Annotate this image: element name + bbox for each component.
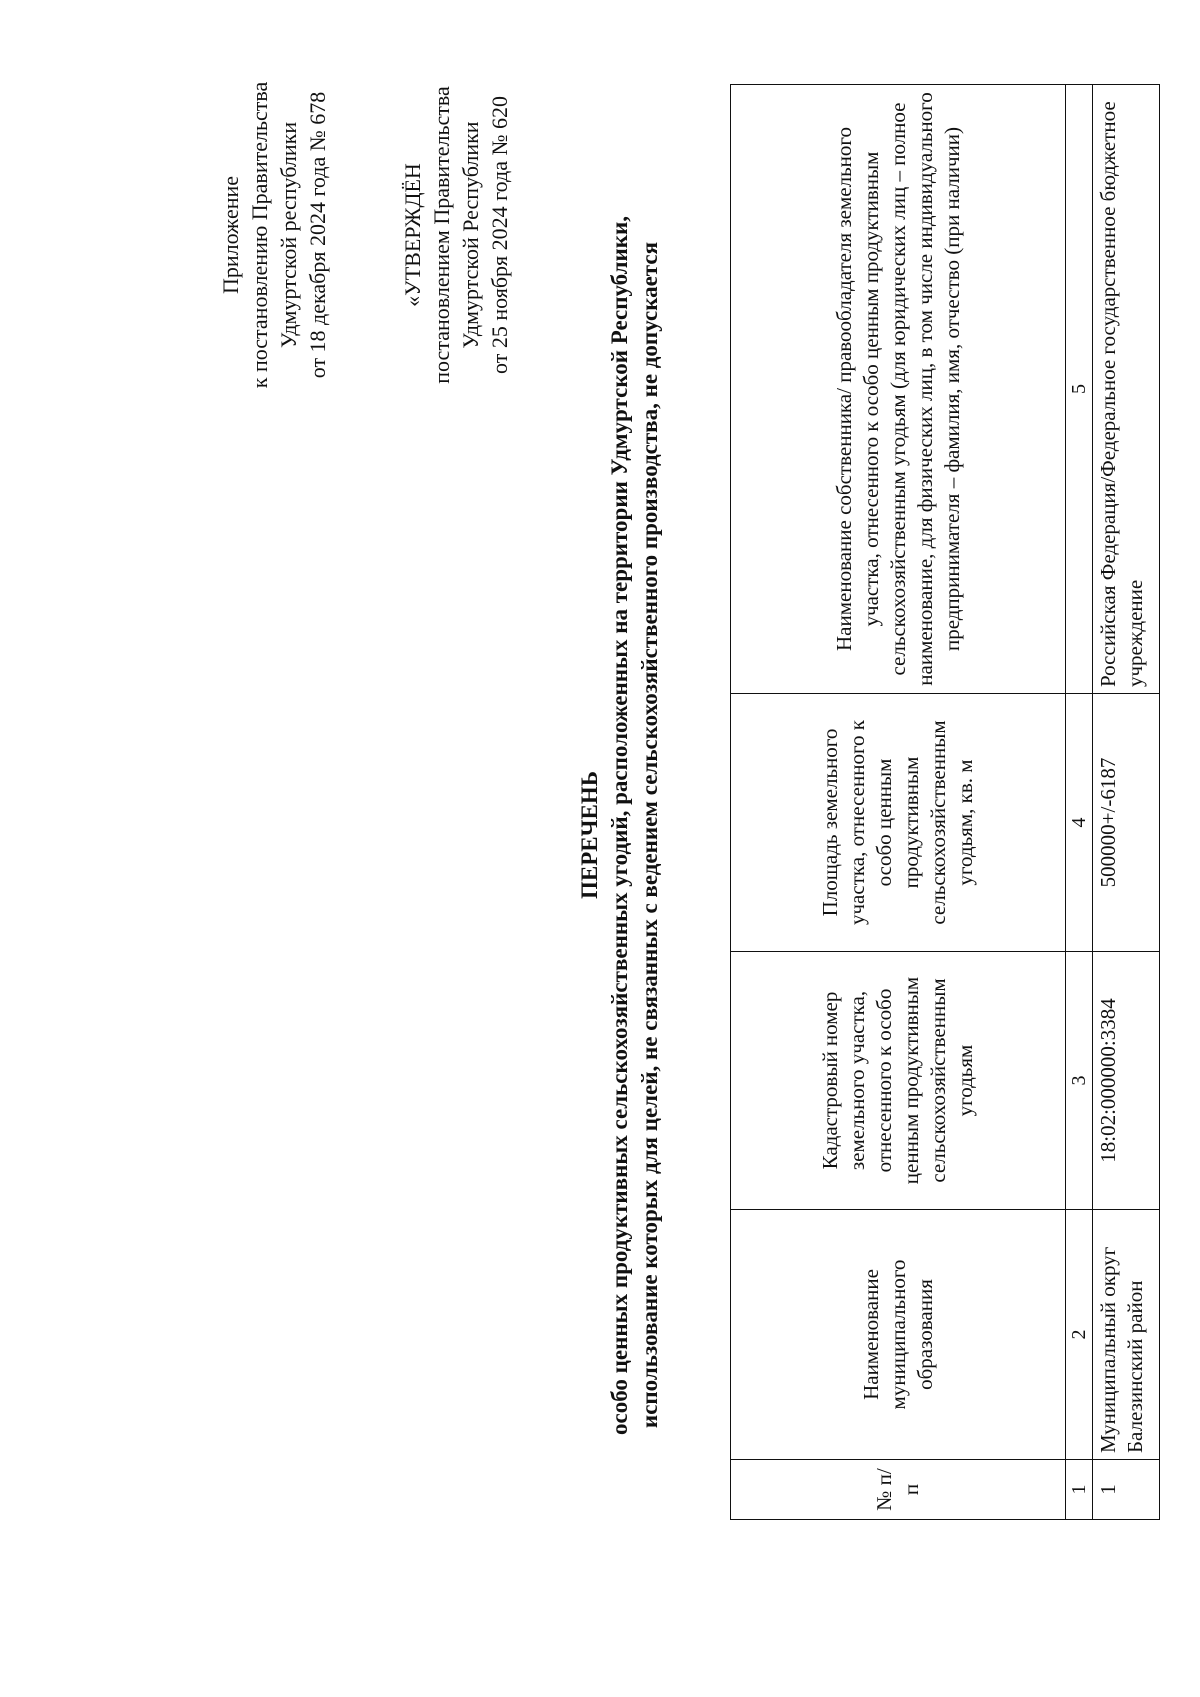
approval-line: постановлением Правительства — [429, 86, 454, 384]
approval-block — [398, 45, 514, 425]
header-cadastral-number: Кадастровый номер земельного участка, отнесенного к особо ценным продуктивным сельскохозяйственным угодьям — [731, 952, 1066, 1210]
appendix-line: от 18 декабря 2024 года № 678 — [305, 91, 330, 379]
header-owner: Наименование собственника/ правообладателя земельного участка, отнесенного к особо ценным продуктивным сельскохозяйственным угодьям (для юридических лиц – полное наименование, для физических лиц, в том числе индивидуального предпринимателя – фамилия, имя, отчество (при наличии) — [731, 85, 1066, 694]
land-plots-table — [730, 84, 1160, 1520]
appendix-block — [216, 45, 332, 425]
column-number-row — [1066, 85, 1093, 1520]
column-number: 2 — [1066, 1210, 1093, 1460]
cell-municipality: Муниципальный округ Балезинский район — [1093, 1210, 1160, 1460]
heading-line-1: особо ценных продуктивных сельскохозяйственных угодий, расположенных на территории Удмуртской Республики, — [607, 215, 632, 1435]
cell-number: 1 — [1093, 1460, 1160, 1520]
approval-line: «УТВЕРЖДЁН — [400, 163, 425, 307]
cell-area: 500000+/-6187 — [1093, 694, 1160, 952]
column-number: 3 — [1066, 952, 1093, 1210]
cell-cadastral-number: 18:02:000000:3384 — [1093, 952, 1160, 1210]
table-header-row — [731, 85, 1066, 1520]
header-number: № п/п — [731, 1460, 1066, 1520]
approval-line: Удмуртской Республики — [458, 121, 483, 349]
document-title: ПЕРЕЧЕНЬ — [577, 771, 602, 899]
table-row — [1093, 85, 1160, 1520]
column-number: 1 — [1066, 1460, 1093, 1520]
column-number: 5 — [1066, 85, 1093, 694]
approval-line: от 25 ноября 2024 года № 620 — [487, 96, 512, 374]
header-municipality: Наименование муниципального образования — [731, 1210, 1066, 1460]
column-number: 4 — [1066, 694, 1093, 952]
cell-owner: Российская Федерация/Федеральное государственное бюджетное учреждение — [1093, 85, 1160, 694]
appendix-line: Удмуртской республики — [276, 121, 301, 349]
document-heading — [575, 215, 665, 1435]
appendix-line: Приложение — [218, 175, 243, 295]
header-area: Площадь земельного участка, отнесенного к особо ценным продуктивным сельскохозяйственным угодьям, кв. м — [731, 694, 1066, 952]
appendix-line: к постановлению Правительства — [247, 81, 272, 389]
heading-line-2: использование которых для целей, не связанных с ведением сельскохозяйственного производства, не допускается — [637, 241, 662, 1429]
